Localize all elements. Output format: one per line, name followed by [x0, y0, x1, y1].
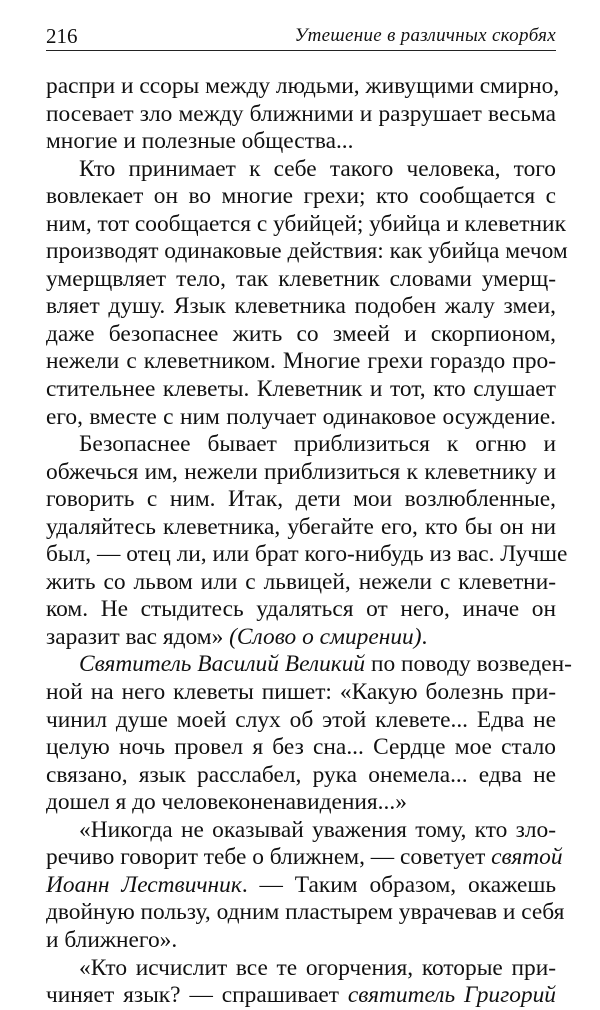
text-line: [46, 872, 556, 900]
text-line: дошел я до человеконенавидения...»: [46, 789, 407, 816]
citation-source: (Слово о смирении): [229, 623, 422, 650]
text-line: [46, 624, 556, 652]
text-line: двойную пользу, одним пластырем уврачевав и себя: [46, 899, 565, 926]
text-segment: .: [421, 623, 428, 650]
text-line: ной на него клеветы пишет: «Какую болезнь при-: [46, 679, 556, 706]
text-line: производят одинаковые действия: как убийца мечом: [46, 238, 568, 265]
text-line: жить со львом или с львицей, нежели с клеветни-: [46, 568, 556, 595]
paragraph-start-line: «Никогда не оказывай уважения тому, кто зло-: [79, 816, 556, 843]
page-body: [46, 73, 572, 1010]
text-segment: чиняет язык? — спрашивает: [46, 982, 348, 1009]
text-line: даже безопаснее жить со змеей и скорпионом,: [46, 320, 556, 347]
text-line: чинил душе моей слух об этой клевете... Едва не: [46, 706, 556, 733]
text-line: стительнее клеветы. Клеветник и тот, кто слушает: [46, 376, 556, 403]
text-segment: по поводу возведен-: [365, 651, 572, 678]
running-title: Утешение в различных скорбях: [294, 25, 556, 46]
text-line: [46, 982, 556, 1010]
text-line: его, вместе с ним получает одинаковое осуждение.: [46, 403, 556, 430]
author-name: Святитель Василий Великий: [79, 651, 366, 678]
text-line: ком. Не стыдитесь удаляться от него, иначе он: [46, 596, 556, 623]
text-line: многие и полезные общества...: [46, 128, 354, 155]
text-line: вляет душу. Язык клеветника подобен жалу змеи,: [46, 293, 556, 320]
author-name: святитель Григорий: [347, 982, 556, 1009]
paragraph-start-line: [46, 651, 572, 679]
text-line: удаляйтесь клеветника, убегайте его, кто бы он ни: [46, 513, 556, 540]
text-line: [46, 844, 563, 872]
text-segment: заразит вас ядом»: [46, 623, 230, 650]
text-segment: речиво говорит тебе о ближнем, — советует: [46, 844, 492, 871]
text-line: говорить с ним. Итак, дети мои возлюбленные,: [46, 486, 556, 513]
text-line: умерщвляет тело, так клеветник словами умерщ-: [46, 265, 556, 292]
text-line: нежели с клеветником. Многие грехи гораздо про-: [46, 348, 556, 375]
text-line: обжечься им, нежели приблизиться к клеветнику и: [46, 458, 556, 485]
paragraph-start-line: Безопаснее бывает приблизиться к огню и: [79, 431, 556, 458]
paragraph-start-line: «Кто исчислит все те огорчения, которые при-: [79, 954, 556, 981]
text-line: вовлекает он во многие грехи; кто сообщается с: [46, 183, 556, 210]
page-header: [46, 24, 556, 51]
text-line: связано, язык расслабел, рука онемела... едва не: [46, 761, 556, 788]
text-line: и ближнего».: [46, 926, 178, 953]
author-name: Иоанн Лествичник: [46, 871, 242, 898]
author-name: святой: [491, 844, 563, 871]
text-line: был, — отец ли, или брат кого-нибудь из вас. Лучше: [46, 541, 568, 568]
text-line: целую ночь провел я без сна... Сердце мое стало: [46, 734, 556, 761]
text-segment: . — Таким образом, окажешь: [241, 871, 557, 898]
page-number: 216: [46, 24, 78, 48]
text-line: посевает зло между ближними и разрушает весьма: [46, 100, 556, 127]
text-line: распри и ссоры между людьми, живущими смирно,: [46, 73, 560, 99]
paragraph-start-line: Кто принимает к себе такого человека, того: [79, 155, 556, 182]
text-line: ним, тот сообщается с убийцей; убийца и клеветник: [46, 210, 566, 237]
